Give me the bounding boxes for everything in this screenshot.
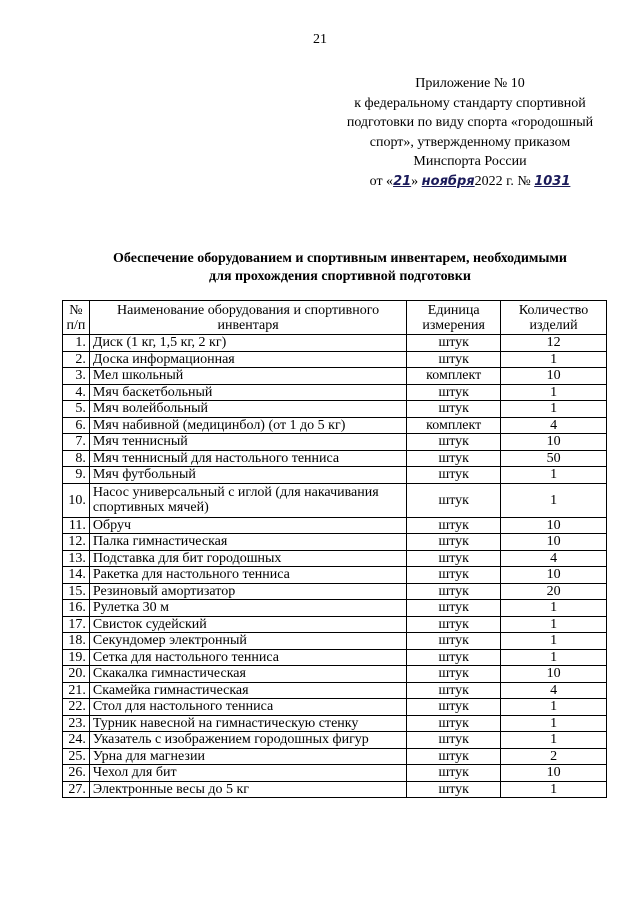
cell-unit: штук (407, 649, 501, 666)
cell-name: Ракетка для настольного тенниса (89, 567, 406, 584)
cell-unit: штук (407, 534, 501, 551)
table-row (63, 550, 607, 567)
cell-name: Секундомер электронный (89, 633, 406, 650)
appendix-line: подготовки по виду спорта «городошный (346, 115, 594, 130)
cell-name: Мяч волейбольный (89, 401, 406, 418)
cell-qty: 4 (501, 417, 607, 434)
cell-num: 14. (63, 567, 90, 584)
cell-num: 2. (63, 351, 90, 368)
cell-name: Обруч (89, 517, 406, 534)
table-row (63, 567, 607, 584)
cell-name: Мяч баскетбольный (89, 384, 406, 401)
cell-num: 23. (63, 715, 90, 732)
cell-name: Сетка для настольного тенниса (89, 649, 406, 666)
cell-name: Палка гимнастическая (89, 534, 406, 551)
cell-unit: штук (407, 732, 501, 749)
table-row (63, 732, 607, 749)
cell-unit: штук (407, 434, 501, 451)
cell-unit: штук (407, 583, 501, 600)
table-row (63, 583, 607, 600)
cell-num: 15. (63, 583, 90, 600)
cell-unit: штук (407, 666, 501, 683)
cell-unit: штук (407, 633, 501, 650)
order-quote-close: » (411, 173, 419, 189)
cell-qty: 1 (501, 715, 607, 732)
appendix-line: Минспорта России (413, 154, 527, 169)
cell-qty: 10 (501, 534, 607, 551)
cell-name: Электронные весы до 5 кг (89, 781, 406, 798)
cell-num: 9. (63, 467, 90, 484)
cell-name: Чехол для бит (89, 765, 406, 782)
cell-qty: 10 (501, 567, 607, 584)
document-title-line1: Обеспечение оборудованием и спортивным инвентарем, необходимыми (113, 251, 567, 266)
cell-qty: 1 (501, 351, 607, 368)
cell-unit: штук (407, 567, 501, 584)
table-row (63, 351, 607, 368)
cell-name: Рулетка 30 м (89, 600, 406, 617)
cell-qty: 12 (501, 335, 607, 352)
cell-num: 25. (63, 748, 90, 765)
cell-unit: штук (407, 550, 501, 567)
cell-num: 26. (63, 765, 90, 782)
cell-unit: штук (407, 600, 501, 617)
table-row (63, 600, 607, 617)
cell-num: 7. (63, 434, 90, 451)
cell-num: 22. (63, 699, 90, 716)
table-row (63, 616, 607, 633)
cell-qty: 1 (501, 649, 607, 666)
cell-unit: штук (407, 335, 501, 352)
appendix-line: к федеральному стандарту спортивной (354, 95, 586, 111)
cell-num: 24. (63, 732, 90, 749)
cell-num: 6. (63, 417, 90, 434)
cell-qty: 10 (501, 368, 607, 385)
table-row (63, 715, 607, 732)
table-row (63, 633, 607, 650)
cell-num: 19. (63, 649, 90, 666)
handwritten-month: ноября (421, 173, 475, 189)
order-from-label: от « (369, 173, 394, 189)
cell-name: Подставка для бит городошных (89, 550, 406, 567)
cell-unit: штук (407, 781, 501, 798)
cell-unit: штук (407, 765, 501, 782)
cell-qty: 20 (501, 583, 607, 600)
cell-qty: 1 (501, 600, 607, 617)
cell-num: 4. (63, 384, 90, 401)
order-date-line (330, 172, 610, 192)
cell-unit: штук (407, 467, 501, 484)
cell-name: Скакалка гимнастическая (89, 666, 406, 683)
cell-num: 11. (63, 517, 90, 534)
cell-name: Урна для магнезии (89, 748, 406, 765)
cell-name: Мяч теннисный для настольного тенниса (89, 450, 406, 467)
cell-name: Мяч футбольный (89, 467, 406, 484)
table-row (63, 534, 607, 551)
cell-qty: 10 (501, 666, 607, 683)
cell-num: 27. (63, 781, 90, 798)
cell-qty: 4 (501, 682, 607, 699)
cell-num: 12. (63, 534, 90, 551)
cell-num: 13. (63, 550, 90, 567)
cell-num: 17. (63, 616, 90, 633)
handwritten-order-number: 1031 (534, 173, 571, 189)
cell-qty: 1 (501, 633, 607, 650)
cell-name: Диск (1 кг, 1,5 кг, 2 кг) (89, 335, 406, 352)
table-row (63, 748, 607, 765)
appendix-block (330, 74, 610, 191)
cell-name: Мяч теннисный (89, 434, 406, 451)
table-row (63, 368, 607, 385)
cell-qty: 10 (501, 765, 607, 782)
document-title-line2: для прохождения спортивной подготовки (209, 269, 471, 284)
cell-unit: штук (407, 517, 501, 534)
cell-qty: 50 (501, 450, 607, 467)
cell-qty: 1 (501, 384, 607, 401)
cell-name: Свисток судейский (89, 616, 406, 633)
cell-num: 18. (63, 633, 90, 650)
cell-name: Доска информационная (89, 351, 406, 368)
cell-name: Мел школьный (89, 368, 406, 385)
cell-name: Мяч набивной (медицинбол) (от 1 до 5 кг) (89, 417, 406, 434)
table-row (63, 450, 607, 467)
table-row (63, 417, 607, 434)
cell-unit: комплект (407, 417, 501, 434)
cell-name: Указатель с изображением городошных фигур (89, 732, 406, 749)
cell-name: Скамейка гимнастическая (89, 682, 406, 699)
cell-unit: штук (407, 715, 501, 732)
cell-num: 3. (63, 368, 90, 385)
appendix-title: Приложение № 10 (415, 76, 525, 91)
table-row (63, 666, 607, 683)
cell-unit: штук (407, 483, 501, 517)
table-row (63, 649, 607, 666)
table-row (63, 335, 607, 352)
cell-qty: 1 (501, 467, 607, 484)
cell-num: 20. (63, 666, 90, 683)
table-row (63, 434, 607, 451)
cell-unit: штук (407, 616, 501, 633)
handwritten-day: 21 (393, 173, 412, 189)
cell-name: Резиновый амортизатор (89, 583, 406, 600)
cell-num: 1. (63, 335, 90, 352)
table-row (63, 699, 607, 716)
table-row (63, 483, 607, 517)
cell-unit: штук (407, 450, 501, 467)
header-qty: Количество изделий (501, 301, 607, 335)
cell-qty: 1 (501, 699, 607, 716)
cell-qty: 1 (501, 732, 607, 749)
table-row (63, 781, 607, 798)
header-name: Наименование оборудования и спортивного инвентаря (89, 301, 406, 335)
table-row (63, 517, 607, 534)
header-num: № п/п (63, 301, 90, 335)
table-row (63, 765, 607, 782)
cell-unit: штук (407, 682, 501, 699)
cell-qty: 2 (501, 748, 607, 765)
cell-qty: 1 (501, 616, 607, 633)
cell-unit: штук (407, 401, 501, 418)
cell-num: 5. (63, 401, 90, 418)
cell-num: 21. (63, 682, 90, 699)
cell-qty: 4 (501, 550, 607, 567)
table-row (63, 467, 607, 484)
cell-num: 10. (63, 483, 90, 517)
header-unit: Единица измерения (407, 301, 501, 335)
cell-unit: штук (407, 351, 501, 368)
cell-num: 8. (63, 450, 90, 467)
cell-qty: 10 (501, 517, 607, 534)
table-row (63, 401, 607, 418)
table-row (63, 682, 607, 699)
cell-name: Стол для настольного тенниса (89, 699, 406, 716)
cell-qty: 10 (501, 434, 607, 451)
document-title (60, 250, 620, 286)
table-header-row (63, 301, 607, 335)
cell-unit: штук (407, 699, 501, 716)
cell-qty: 1 (501, 401, 607, 418)
cell-qty: 1 (501, 781, 607, 798)
cell-unit: комплект (407, 368, 501, 385)
page-number: 21 (313, 32, 327, 47)
equipment-table (62, 300, 607, 798)
cell-unit: штук (407, 384, 501, 401)
table-row (63, 384, 607, 401)
order-year-label: 2022 г. № (474, 173, 531, 189)
appendix-line: спорт», утвержденному приказом (369, 134, 571, 150)
cell-num: 16. (63, 600, 90, 617)
cell-name: Насос универсальный с иглой (для накачивания спортивных мячей) (89, 483, 406, 517)
cell-qty: 1 (501, 483, 607, 517)
cell-name: Турник навесной на гимнастическую стенку (89, 715, 406, 732)
cell-unit: штук (407, 748, 501, 765)
